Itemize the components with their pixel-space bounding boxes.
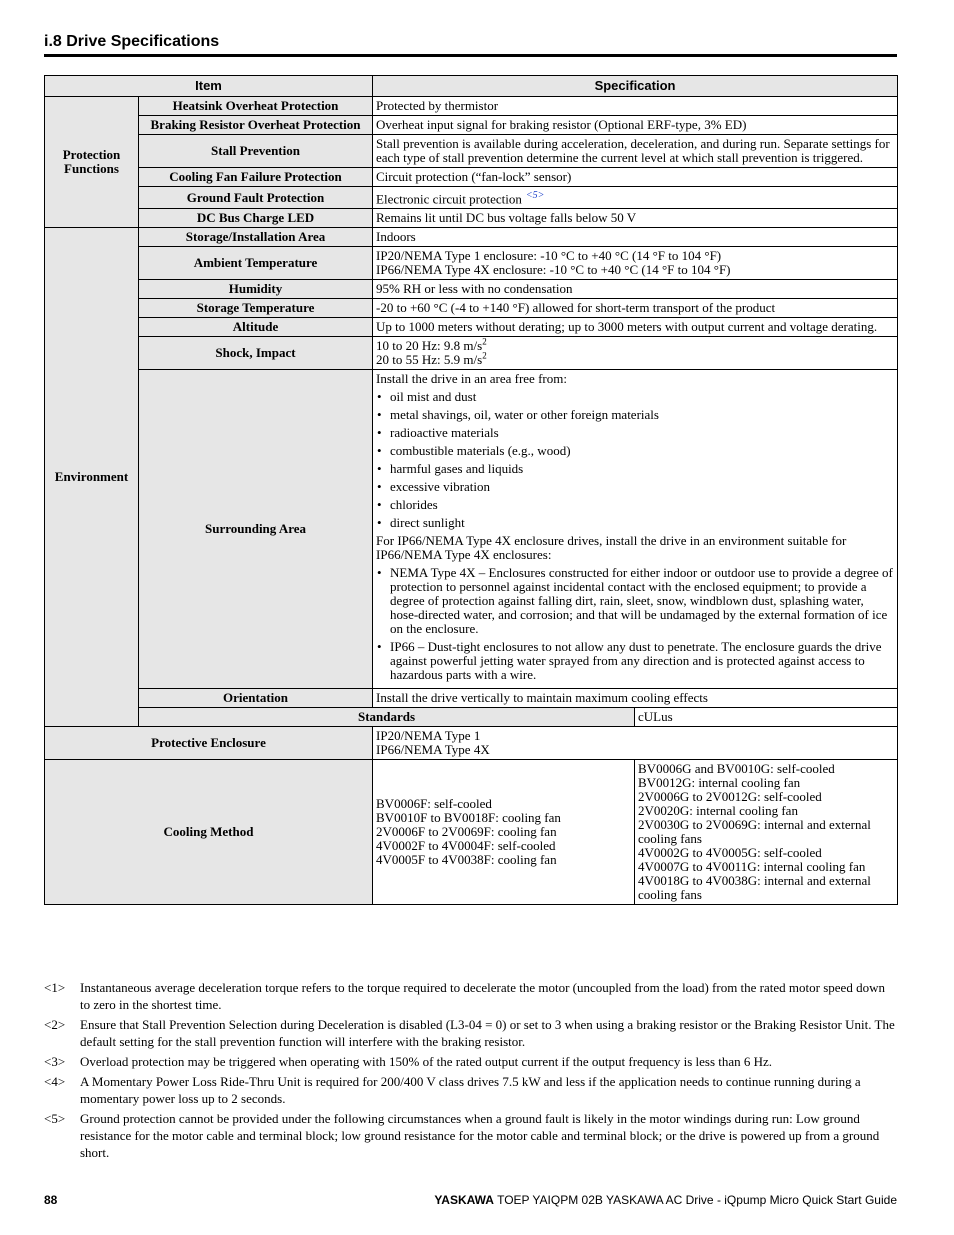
exponent: 2 <box>482 351 487 361</box>
spec-value: Up to 1000 meters without derating; up to 3000 meters with output current and voltage derating. <box>373 318 898 337</box>
table-row <box>45 247 898 280</box>
group-protection-functions: Protection Functions <box>45 97 139 228</box>
table-row <box>45 727 898 760</box>
footnote-text: Overload protection may be triggered when operating with 150% of the rated output current if the output frequency is less than 6 Hz. <box>80 1054 773 1069</box>
item-label: Ground Fault Protection <box>139 187 373 209</box>
table-row <box>45 228 898 247</box>
spec-value: Remains lit until DC bus voltage falls below 50 V <box>373 209 898 228</box>
footnote <box>44 1053 897 1070</box>
list-item: • IP66 – Dust-tight enclosures to not allow any dust to penetrate. The enclosure guards the drive against powerful jetting water sprayed from any direction and is protected against access to hazardous parts with a wire. <box>376 640 894 682</box>
footnote-number: <3> <box>44 1054 66 1069</box>
list-item: • harmful gases and liquids <box>376 462 894 476</box>
spec-value: Stall prevention is available during acceleration, deceleration, and during run. Separate settings for each type of stall prevention determine the current level at which stall prevention is triggered. <box>373 135 898 168</box>
table-row <box>45 116 898 135</box>
page-number: 88 <box>44 1193 58 1207</box>
footnotes <box>44 979 897 1164</box>
spec-line: IP66/NEMA Type 4X enclosure: -10 °C to +40 °C (14 °F to 104 °F) <box>376 262 731 278</box>
spec-line: BV0012G: internal cooling fan <box>638 775 801 791</box>
spec-line: 2V0020G: internal cooling fan <box>638 803 798 819</box>
table-row <box>45 299 898 318</box>
footnote-ref-link[interactable]: <5> <box>525 190 545 201</box>
footnote-text: Ground protection cannot be provided under the following circumstances when a ground fault is likely in the motor windings during run: Low ground resistance for the motor cable and terminal block; low ground resistance for the motor cable and terminal block; or the drive is powered up from a ground short. <box>80 1111 880 1160</box>
brand-name: YASKAWA <box>434 1193 494 1207</box>
spec-text: Electronic circuit protection <box>376 191 522 207</box>
header-specification: Specification <box>373 76 898 97</box>
item-label: Heatsink Overheat Protection <box>139 97 373 116</box>
table-row <box>45 187 898 209</box>
group-environment: Environment <box>45 228 139 727</box>
table-row <box>45 318 898 337</box>
spec-value <box>373 337 898 370</box>
list-item: • chlorides <box>376 498 894 512</box>
item-label: Standards <box>139 708 635 727</box>
item-label: Braking Resistor Overheat Protection <box>139 116 373 135</box>
spec-line: 2V0030G to 2V0069G: internal and external cooling fans <box>638 817 871 847</box>
list-item: • direct sunlight <box>376 516 894 530</box>
document-name: TOEP YAIQPM 02B YASKAWA AC Drive - iQpump Micro Quick Start Guide <box>497 1193 897 1207</box>
table-row <box>45 337 898 370</box>
specifications-table <box>44 75 898 905</box>
shock-line-1: 10 to 20 Hz: 9.8 m/s <box>376 338 483 354</box>
footnote <box>44 1073 897 1107</box>
spec-line: 4V0002F to 4V0004F: self-cooled <box>376 838 556 854</box>
spec-line: 4V0002G to 4V0005G: self-cooled <box>638 845 822 861</box>
spec-line: IP66/NEMA Type 4X <box>376 742 490 758</box>
item-label: Surrounding Area <box>139 370 373 689</box>
header-item: Item <box>45 76 373 97</box>
item-label: DC Bus Charge LED <box>139 209 373 228</box>
spec-line: 2V0006F to 2V0069F: cooling fan <box>376 824 557 840</box>
footnote <box>44 1110 897 1161</box>
table-row <box>45 168 898 187</box>
spec-value: cULus <box>635 708 898 727</box>
table-row <box>45 708 898 727</box>
spec-line: 2V0006G to 2V0012G: self-cooled <box>638 789 822 805</box>
spec-value: Indoors <box>373 228 898 247</box>
cooling-models-g <box>635 760 898 905</box>
item-label: Stall Prevention <box>139 135 373 168</box>
item-label: Shock, Impact <box>139 337 373 370</box>
list-item: • combustible materials (e.g., wood) <box>376 444 894 458</box>
surrounding-intro: Install the drive in an area free from: <box>376 371 567 387</box>
item-label: Protective Enclosure <box>45 727 373 760</box>
exponent: 2 <box>482 337 487 347</box>
footnote-number: <2> <box>44 1017 66 1032</box>
item-label: Ambient Temperature <box>139 247 373 280</box>
table-row <box>45 370 898 689</box>
item-label: Humidity <box>139 280 373 299</box>
table-row <box>45 760 898 905</box>
item-label: Cooling Method <box>45 760 373 905</box>
table-header-row <box>45 76 898 97</box>
spec-line: IP20/NEMA Type 1 enclosure: -10 °C to +40 °C (14 °F to 104 °F) <box>376 248 722 264</box>
spec-line: 4V0007G to 4V0011G: internal cooling fan <box>638 859 866 875</box>
spec-value: Overheat input signal for braking resistor (Optional ERF-type, 3% ED) <box>373 116 898 135</box>
table-row <box>45 97 898 116</box>
spec-value: Circuit protection (“fan-lock” sensor) <box>373 168 898 187</box>
table-row <box>45 280 898 299</box>
item-label: Altitude <box>139 318 373 337</box>
hazard-list <box>376 390 894 530</box>
spec-line: BV0006F: self-cooled <box>376 796 492 812</box>
ip66-list <box>376 566 894 682</box>
footnote-text: A Momentary Power Loss Ride-Thru Unit is required for 200/400 V class drives 7.5 kW and less if the application needs to continue running during a momentary power loss up to 2 seconds. <box>80 1074 861 1106</box>
list-item: • NEMA Type 4X – Enclosures constructed for either indoor or outdoor use to provide a degree of protection to personnel against incidental contact with the enclosed equipment; to provide a degree of protection against falling dirt, rain, sleet, snow, windblown dust, splashing water, hose-directed water, and corrosion; and that will be undamaged by the external formation of ice on the enclosure. <box>376 566 894 636</box>
item-label: Orientation <box>139 689 373 708</box>
spec-value: Install the drive vertically to maintain maximum cooling effects <box>373 689 898 708</box>
footnote-number: <1> <box>44 980 66 995</box>
spec-line: IP20/NEMA Type 1 <box>376 728 481 744</box>
spec-line: BV0006G and BV0010G: self-cooled <box>638 761 835 777</box>
spec-line <box>376 353 894 367</box>
table-row <box>45 689 898 708</box>
footnote-text: Instantaneous average deceleration torque refers to the torque required to decelerate the motor (uncoupled from the load) from the rated motor speed down to zero in the shortest time. <box>80 980 885 1012</box>
spec-value <box>373 247 898 280</box>
item-label: Cooling Fan Failure Protection <box>139 168 373 187</box>
cooling-models-f <box>373 760 635 905</box>
footnote-number: <4> <box>44 1074 66 1089</box>
list-item: • excessive vibration <box>376 480 894 494</box>
spec-value: 95% RH or less with no condensation <box>373 280 898 299</box>
item-label: Storage/Installation Area <box>139 228 373 247</box>
shock-line-2: 20 to 55 Hz: 5.9 m/s <box>376 352 483 368</box>
spec-line: 4V0018G to 4V0038G: internal and external cooling fans <box>638 873 871 903</box>
spec-value: Protected by thermistor <box>373 97 898 116</box>
spec-line: BV0010F to BV0018F: cooling fan <box>376 810 561 826</box>
list-item: • oil mist and dust <box>376 390 894 404</box>
section-rule <box>44 54 897 57</box>
footnote-text: Ensure that Stall Prevention Selection during Deceleration is disabled (L3-04 = 0) or set to 3 when using a braking resistor or the Braking Resistor Unit. The default setting for the stall prevention function will interfere with the braking resistor. <box>80 1017 895 1049</box>
document-title <box>434 1193 897 1207</box>
spec-value <box>373 727 898 760</box>
footnote <box>44 1016 897 1050</box>
table-row <box>45 135 898 168</box>
spec-line: 4V0005F to 4V0038F: cooling fan <box>376 852 557 868</box>
item-label: Storage Temperature <box>139 299 373 318</box>
section-title: i.8 Drive Specifications <box>44 33 220 50</box>
list-item: • radioactive materials <box>376 426 894 440</box>
footnote-number: <5> <box>44 1111 66 1126</box>
spec-value: -20 to +60 °C (-4 to +140 °F) allowed for short-term transport of the product <box>373 299 898 318</box>
table-row <box>45 209 898 228</box>
footnote <box>44 979 897 1013</box>
ip66-intro: For IP66/NEMA Type 4X enclosure drives, install the drive in an environment suitable for IP66/NEMA Type 4X enclosures: <box>376 533 847 563</box>
spec-value <box>373 187 898 209</box>
spec-value <box>373 370 898 689</box>
list-item: • metal shavings, oil, water or other foreign materials <box>376 408 894 422</box>
